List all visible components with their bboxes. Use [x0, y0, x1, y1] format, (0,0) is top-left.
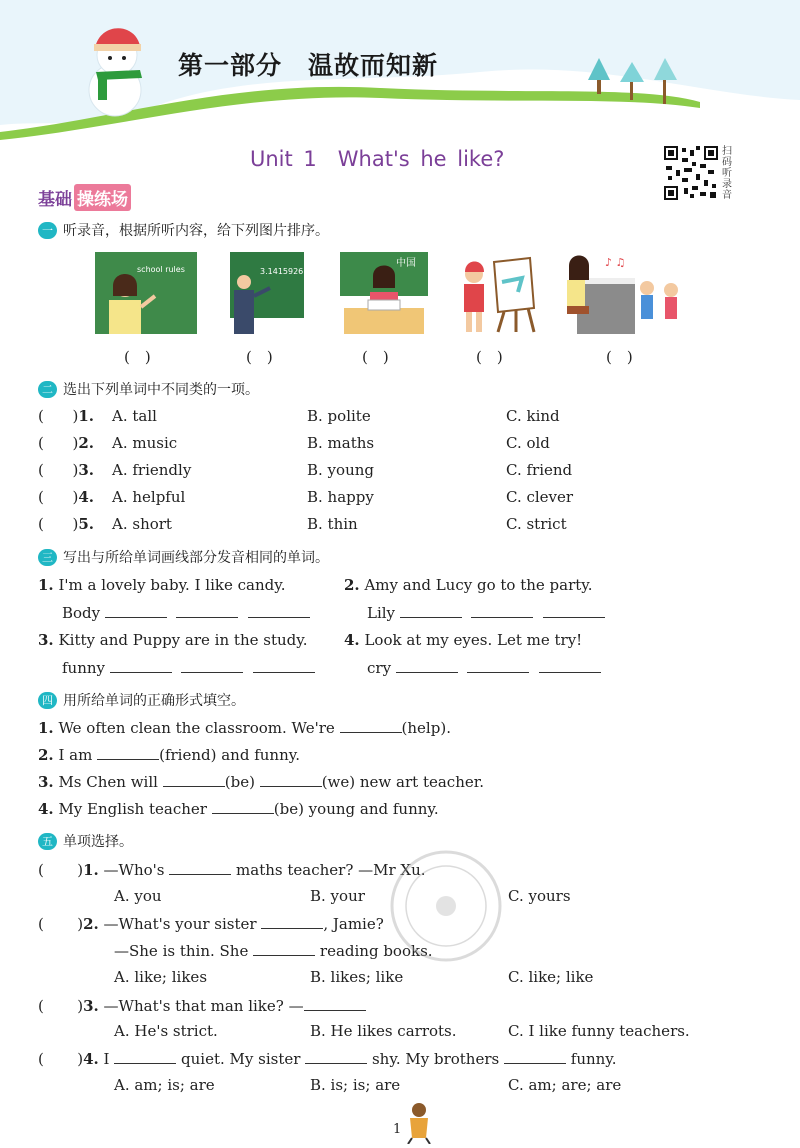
section-number: 五 [38, 833, 57, 850]
section-title: 写出与所给单词画线部分发音相同的单词。 [63, 550, 329, 566]
answer-blank[interactable] [114, 1049, 176, 1064]
answer-blank[interactable] [248, 603, 310, 618]
part-title: 第一部分 温故而知新 [178, 51, 439, 80]
answer-blank[interactable] [304, 996, 366, 1011]
fill-in-row: 2. I am (friend) and funny. [38, 746, 300, 764]
section-number: 二 [38, 381, 57, 398]
answer-blank[interactable]: ( ) [476, 348, 503, 366]
option-a: A. like; likes [114, 968, 208, 986]
answer-blank[interactable] [396, 658, 458, 673]
picture-teacher-math-board [230, 252, 304, 334]
picture-girl-reading [340, 252, 428, 334]
answer-blank[interactable] [471, 603, 533, 618]
section-number: 三 [38, 549, 57, 566]
option-a: A. helpful [112, 488, 186, 506]
answer-blank[interactable]: ( ) [246, 348, 273, 366]
answer-paren[interactable]: ( ) [38, 434, 79, 452]
answer-blank[interactable]: ( ) [124, 348, 151, 366]
word-blanks: cry [367, 658, 601, 677]
option-c: C. am; are; are [508, 1076, 622, 1094]
question-row: ( )3. —What's that man like? — [38, 996, 366, 1015]
answer-blank[interactable] [181, 658, 243, 673]
question-row: ( )5. [38, 515, 94, 533]
option-b: B. likes; like [310, 968, 404, 986]
section-3-heading [38, 547, 329, 567]
question-row: ( )4. I quiet. My sister shy. My brothers funny. [38, 1050, 617, 1068]
option-c: C. friend [506, 461, 573, 479]
option-c: C. like; like [508, 968, 594, 986]
section-2-heading [38, 379, 259, 399]
option-b: B. polite [307, 407, 371, 425]
option-c: C. old [506, 434, 550, 452]
answer-paren[interactable]: ( ) [38, 997, 84, 1015]
board-text: 3.1415926 [260, 267, 304, 276]
fill-in-row: 1. We often clean the classroom. We're (help). [38, 719, 451, 737]
word-blanks: Body [62, 603, 310, 622]
answer-blank[interactable] [400, 603, 462, 618]
fill-in-row: 3. Ms Chen will (be) (we) new art teacher. [38, 773, 485, 791]
fill-in-row: 4. My English teacher (be) young and funny. [38, 800, 439, 818]
section-title: 选出下列单词中不同类的一项。 [63, 382, 259, 398]
option-b: B. young [307, 461, 374, 479]
question-line: —She is thin. She reading books. [114, 942, 433, 960]
option-b: B. He likes carrots. [310, 1022, 457, 1040]
word-blanks: funny [62, 658, 315, 677]
sentence: 4. Look at my eyes. Let me try! [344, 631, 583, 649]
section-title: 听录音，根据所听内容，给下列图片排序。 [63, 223, 329, 239]
option-c: C. strict [506, 515, 567, 533]
section-title: 单项选择。 [63, 834, 133, 850]
sentence: 1. I'm a lovely baby. I like candy. [38, 576, 286, 594]
option-c: C. yours [508, 887, 571, 905]
answer-blank[interactable] [504, 1049, 566, 1064]
question-row: ( )4. [38, 488, 94, 506]
section-number: 四 [38, 692, 57, 709]
practice-label: 操练场 [74, 184, 131, 211]
answer-blank[interactable] [105, 603, 167, 618]
basics-heading [38, 184, 131, 211]
option-b: B. happy [307, 488, 374, 506]
unit-title: Unit 1 What's he like? [250, 147, 505, 171]
option-b: B. is; is; are [310, 1076, 401, 1094]
option-b: B. thin [307, 515, 358, 533]
section-title: 用所给单词的正确形式填空。 [63, 693, 245, 709]
option-b: B. maths [307, 434, 375, 452]
answer-blank[interactable] [212, 799, 274, 814]
answer-blank[interactable] [260, 772, 322, 787]
mascot-icon [404, 1100, 434, 1144]
section-5-heading [38, 831, 133, 851]
option-a: A. short [112, 515, 172, 533]
section-number: 一 [38, 222, 57, 239]
option-a: A. you [114, 887, 162, 905]
option-a: A. tall [112, 407, 157, 425]
option-a: A. He's strict. [114, 1022, 218, 1040]
section-1-heading [38, 220, 329, 240]
question-row: ( )1. —Who's maths teacher? —Mr Xu. [38, 861, 426, 879]
page-number: 1 [393, 1122, 402, 1137]
question-row: ( )3. [38, 461, 94, 479]
option-c: C. clever [506, 488, 574, 506]
picture-teacher-school-rules [95, 252, 197, 334]
picture-girl-piano [565, 252, 687, 334]
question-row: ( )2. —What's your sister , Jamie? [38, 915, 384, 933]
option-c: C. I like funny teachers. [508, 1022, 690, 1040]
option-a: A. friendly [112, 461, 192, 479]
section-4-heading [38, 690, 245, 710]
answer-paren[interactable]: ( ) [38, 515, 79, 533]
answer-blank[interactable] [253, 941, 315, 956]
qr-label: 扫码听录音 [722, 146, 732, 201]
sentence: 2. Amy and Lucy go to the party. [344, 576, 593, 594]
answer-blank[interactable] [110, 658, 172, 673]
watermark-stamp-icon [388, 848, 504, 964]
question-row: ( )2. [38, 434, 94, 452]
option-c: C. kind [506, 407, 560, 425]
answer-paren[interactable]: ( ) [38, 488, 79, 506]
option-b: B. your [310, 887, 365, 905]
option-a: A. music [112, 434, 178, 452]
answer-paren[interactable]: ( ) [38, 461, 79, 479]
answer-paren[interactable]: ( ) [38, 915, 84, 933]
answer-blank[interactable] [253, 658, 315, 673]
answer-blank[interactable] [539, 658, 601, 673]
svg-text:♪ ♫: ♪ ♫ [605, 256, 626, 269]
answer-blank[interactable] [340, 718, 402, 733]
qr-code-icon[interactable] [664, 146, 718, 200]
question-row: ( )1. [38, 407, 94, 425]
word-blanks: Lily [367, 603, 605, 622]
option-a: A. am; is; are [114, 1076, 215, 1094]
answer-blank[interactable] [176, 603, 238, 618]
board-text: school rules [137, 265, 185, 274]
sentence: 3. Kitty and Puppy are in the study. [38, 631, 308, 649]
answer-blank[interactable] [543, 603, 605, 618]
answer-blank[interactable] [305, 1049, 367, 1064]
answer-blank[interactable] [261, 914, 323, 929]
answer-blank[interactable]: ( ) [362, 348, 389, 366]
answer-blank[interactable] [163, 772, 225, 787]
answer-blank[interactable]: ( ) [606, 348, 633, 366]
answer-blank[interactable] [169, 860, 231, 875]
answer-blank[interactable] [467, 658, 529, 673]
answer-blank[interactable] [97, 745, 159, 760]
answer-paren[interactable]: ( ) [38, 407, 79, 425]
picture-girl-painting [458, 252, 538, 334]
board-text: 中国 [396, 258, 416, 269]
answer-paren[interactable]: ( ) [38, 861, 84, 879]
answer-paren[interactable]: ( ) [38, 1050, 84, 1068]
basics-label: 基础 [38, 190, 72, 210]
